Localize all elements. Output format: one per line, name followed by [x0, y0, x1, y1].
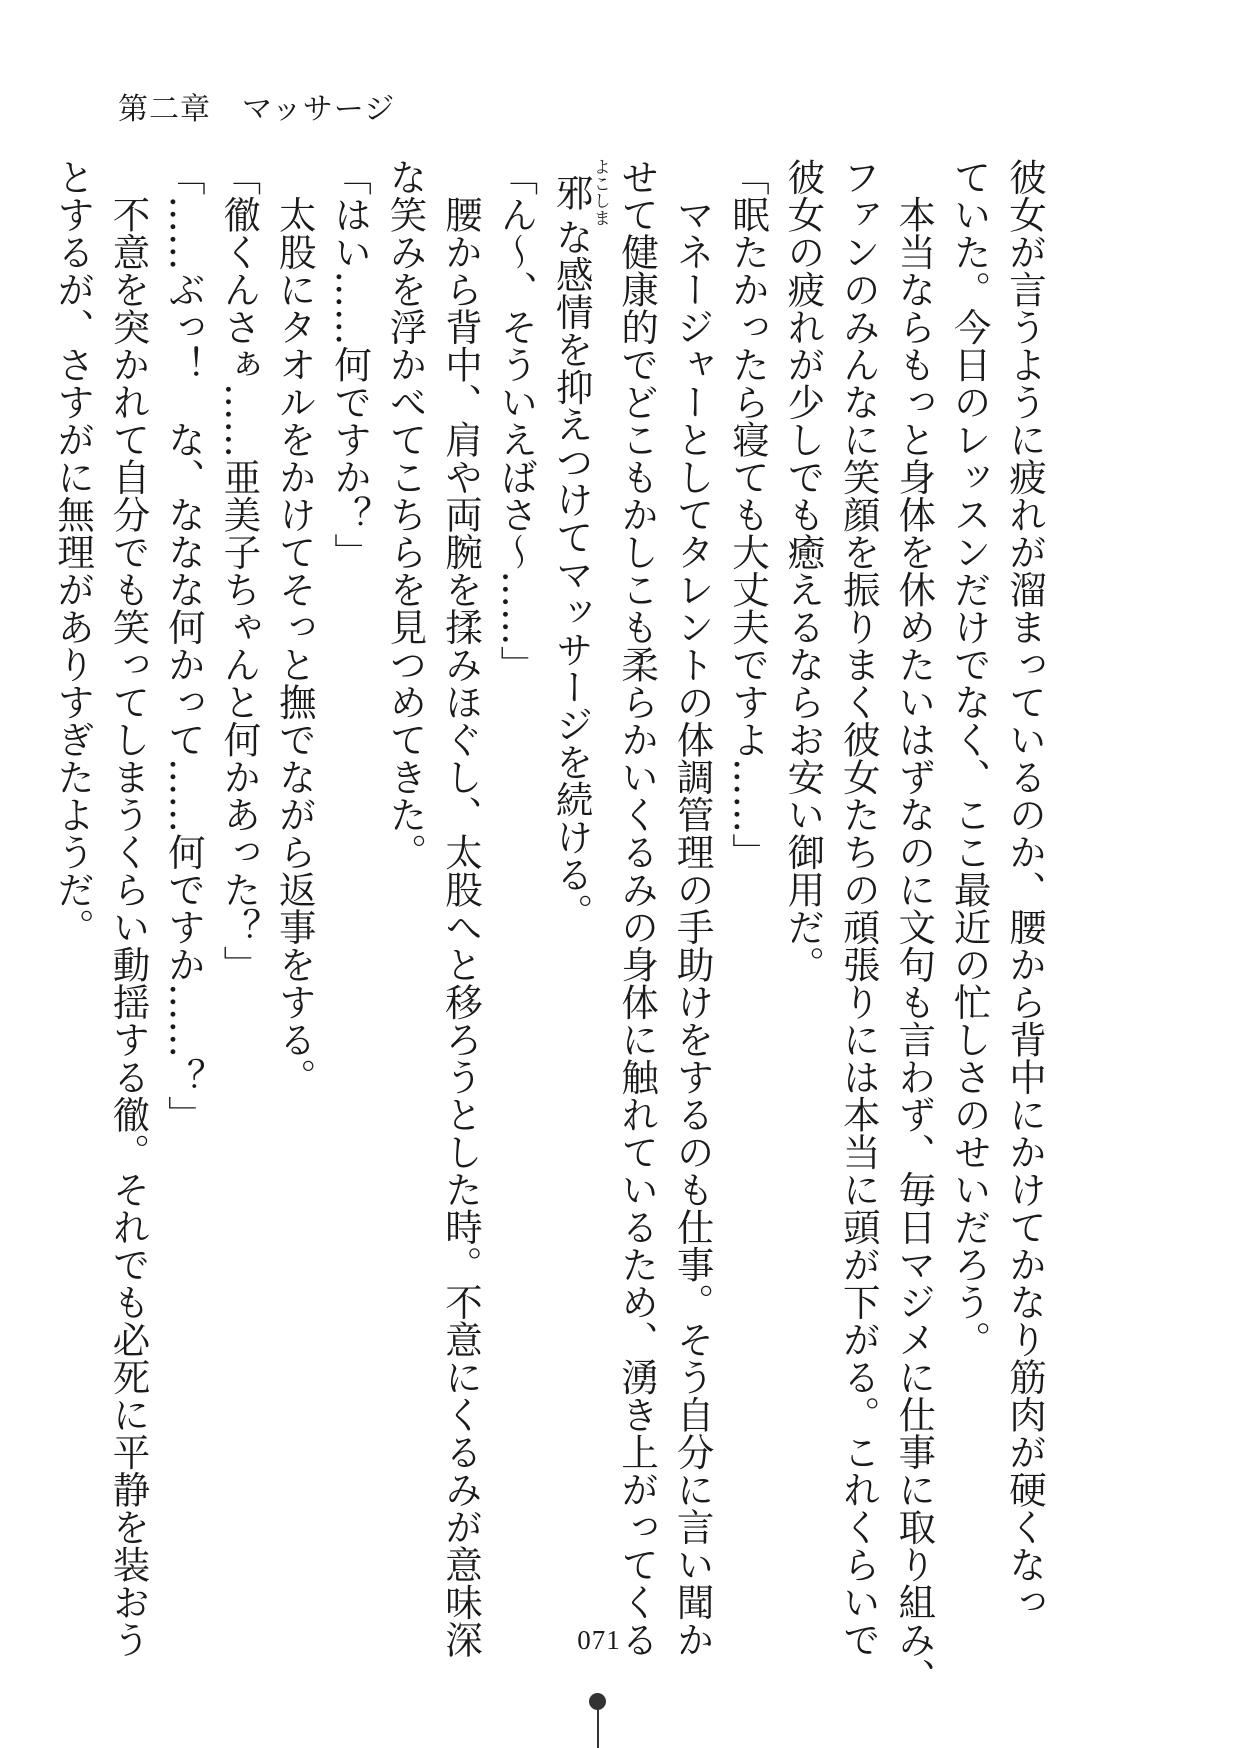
text-line: せて健康的でどこもかしこも柔らかいくるみの身体に触れているため、湧き上がってくる	[615, 158, 660, 1658]
text-line: 「眠たかったら寝ても大丈夫ですよ……」	[725, 158, 770, 871]
text-line-with-ruby	[543, 158, 608, 1718]
text-line: 彼女の疲れが少しでも癒えるならお安い御用だ。	[781, 158, 826, 983]
text-line: 腰から背中、肩や両腕を揉みほぐし、太股へと移ろうとした時。不意にくるみが意味深	[438, 158, 483, 1658]
body-text	[45, 158, 1052, 1718]
running-head: 第二章 マッサージ	[118, 92, 396, 127]
ruby-word	[549, 158, 610, 226]
folio-dot-ornament	[589, 1693, 606, 1710]
text-line: とするが、さすがに無理がありすぎたようだ。	[51, 158, 96, 946]
text-line: 彼女が言うように疲れが溜まっているのか、腰から背中にかけてかなり筋肉が硬くなっ	[1003, 158, 1047, 1621]
text-line: マネージャーとしてタレントの体調管理の手助けをするのも仕事。そう自分に言い聞か	[670, 158, 715, 1658]
folio-line-ornament	[597, 1710, 599, 1748]
text-line: な笑みを浮かべてこちらを見つめてきた。	[383, 158, 428, 871]
text-line: ファンのみんなに笑顔を振りまく彼女たちの頑張りには本当に頭が下がる。これくらいで	[836, 158, 881, 1658]
ruby-reading: よこしま	[589, 158, 610, 226]
text-line: 「はい……何ですか？」	[328, 158, 373, 571]
text-line: 「……ぶっ！ な、ななな何かって……何ですか……？」	[161, 158, 206, 1133]
text-line: 太股にタオルをかけてそっと撫でながら返事をする。	[272, 158, 317, 1096]
text-line: 本当ならもっと身体を休めたいはずなのに文句も言わず、毎日マジメに仕事に取り組み、	[892, 158, 937, 1696]
text-line: 「ん～、そういえばさ～……」	[494, 158, 539, 683]
text-line-rest: な感情を抑えつけてマッサージを続ける。	[549, 218, 594, 931]
text-line: 「徹くんさぁ……亜美子ちゃんと何かあった？」	[217, 158, 262, 983]
text-line: ていた。今日のレッスンだけでなく、ここ最近の忙しさのせいだろう。	[947, 158, 992, 1358]
page-number: 071	[577, 1625, 621, 1655]
text-line: 不意を突かれて自分でも笑ってしまうくらい動揺する徹。それでも必死に平静を装おう	[106, 158, 151, 1658]
ruby-base: 邪	[549, 158, 594, 226]
